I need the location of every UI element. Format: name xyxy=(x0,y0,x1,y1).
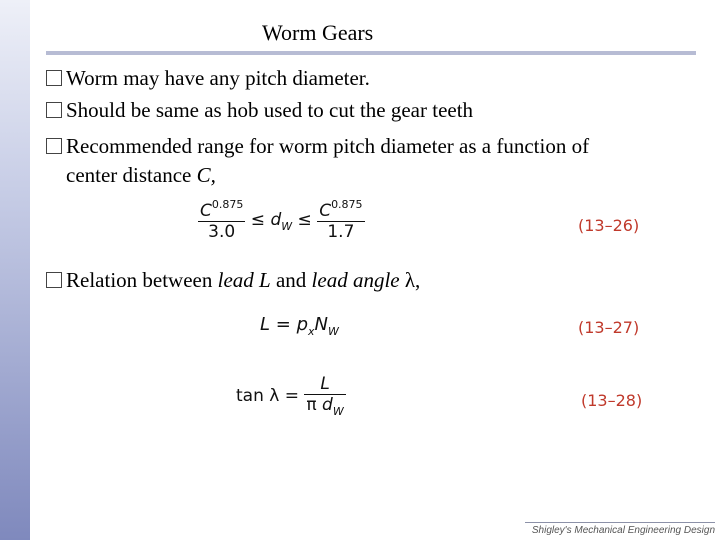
eq3-lhs: tan λ xyxy=(236,386,280,406)
eq3-den-d: d xyxy=(322,395,333,415)
checkbox-bullet-icon xyxy=(46,272,62,288)
equation-13-27 xyxy=(260,314,339,338)
bullet-3-text: Recommended range for worm pitch diameter as a function of xyxy=(66,134,590,158)
bullet-4-text: Relation between xyxy=(66,268,213,292)
checkbox-bullet-icon xyxy=(46,102,62,118)
equation-number-13-26: (13–26) xyxy=(578,216,640,235)
footer-credit: Shigley's Mechanical Engineering Design xyxy=(525,522,715,536)
bullet-3-continuation xyxy=(66,160,216,190)
bullet-4-lambda: λ, xyxy=(399,268,421,292)
eq1-mid: d xyxy=(270,210,282,230)
eq3-den-sub: W xyxy=(332,405,344,418)
eq2-p: p xyxy=(296,314,309,335)
eq3-fraction xyxy=(304,374,345,418)
slide-title: Worm Gears xyxy=(262,20,374,45)
equation-number-13-28: (13–28) xyxy=(581,391,643,410)
eq1-mid-sub: W xyxy=(281,220,293,233)
bullet-2 xyxy=(46,95,473,125)
equation-number-13-27: (13–27) xyxy=(578,318,640,337)
eq1-rel2: ≤ xyxy=(297,210,312,230)
eq2-p-sub: x xyxy=(308,325,315,338)
eq1-left-exp: 0.875 xyxy=(211,198,244,211)
bullet-4-angle: lead angle xyxy=(311,268,400,292)
eq3-num: L xyxy=(304,374,345,395)
bullet-2-text: Should be same as hob used to cut the gear teeth xyxy=(66,98,474,122)
eq2-lhs: L xyxy=(260,314,271,335)
bullet-4-and: and xyxy=(270,268,312,292)
title-underline xyxy=(46,51,696,55)
checkbox-bullet-icon xyxy=(46,70,62,86)
bullet-3 xyxy=(46,131,589,161)
bullet-1-text: Worm may have any pitch diameter. xyxy=(66,66,370,90)
eq1-right-num: C xyxy=(319,201,332,221)
eq1-left-fraction xyxy=(198,198,245,242)
bullet-3-cont-var: C, xyxy=(196,163,216,187)
bullet-3-cont-text: center distance xyxy=(66,163,197,187)
eq2-n: N xyxy=(314,314,329,335)
eq3-eq: = xyxy=(284,386,299,406)
eq2-eq: = xyxy=(275,314,291,335)
eq1-rel1: ≤ xyxy=(250,210,266,230)
bullet-4 xyxy=(46,265,420,295)
eq1-left-num: C xyxy=(200,201,212,221)
bullet-4-lead: lead L xyxy=(217,268,271,292)
eq1-left-den: 3.0 xyxy=(208,222,236,242)
eq3-den-pi: π xyxy=(306,395,323,415)
eq1-right-fraction xyxy=(317,198,364,242)
eq1-right-den: 1.7 xyxy=(327,222,355,242)
equation-13-28 xyxy=(236,374,346,418)
sidebar-gradient xyxy=(0,0,30,540)
eq1-right-exp: 0.875 xyxy=(331,198,363,211)
equation-13-26 xyxy=(198,198,365,242)
eq2-n-sub: W xyxy=(328,325,339,338)
checkbox-bullet-icon xyxy=(46,138,62,154)
bullet-1 xyxy=(46,63,370,93)
